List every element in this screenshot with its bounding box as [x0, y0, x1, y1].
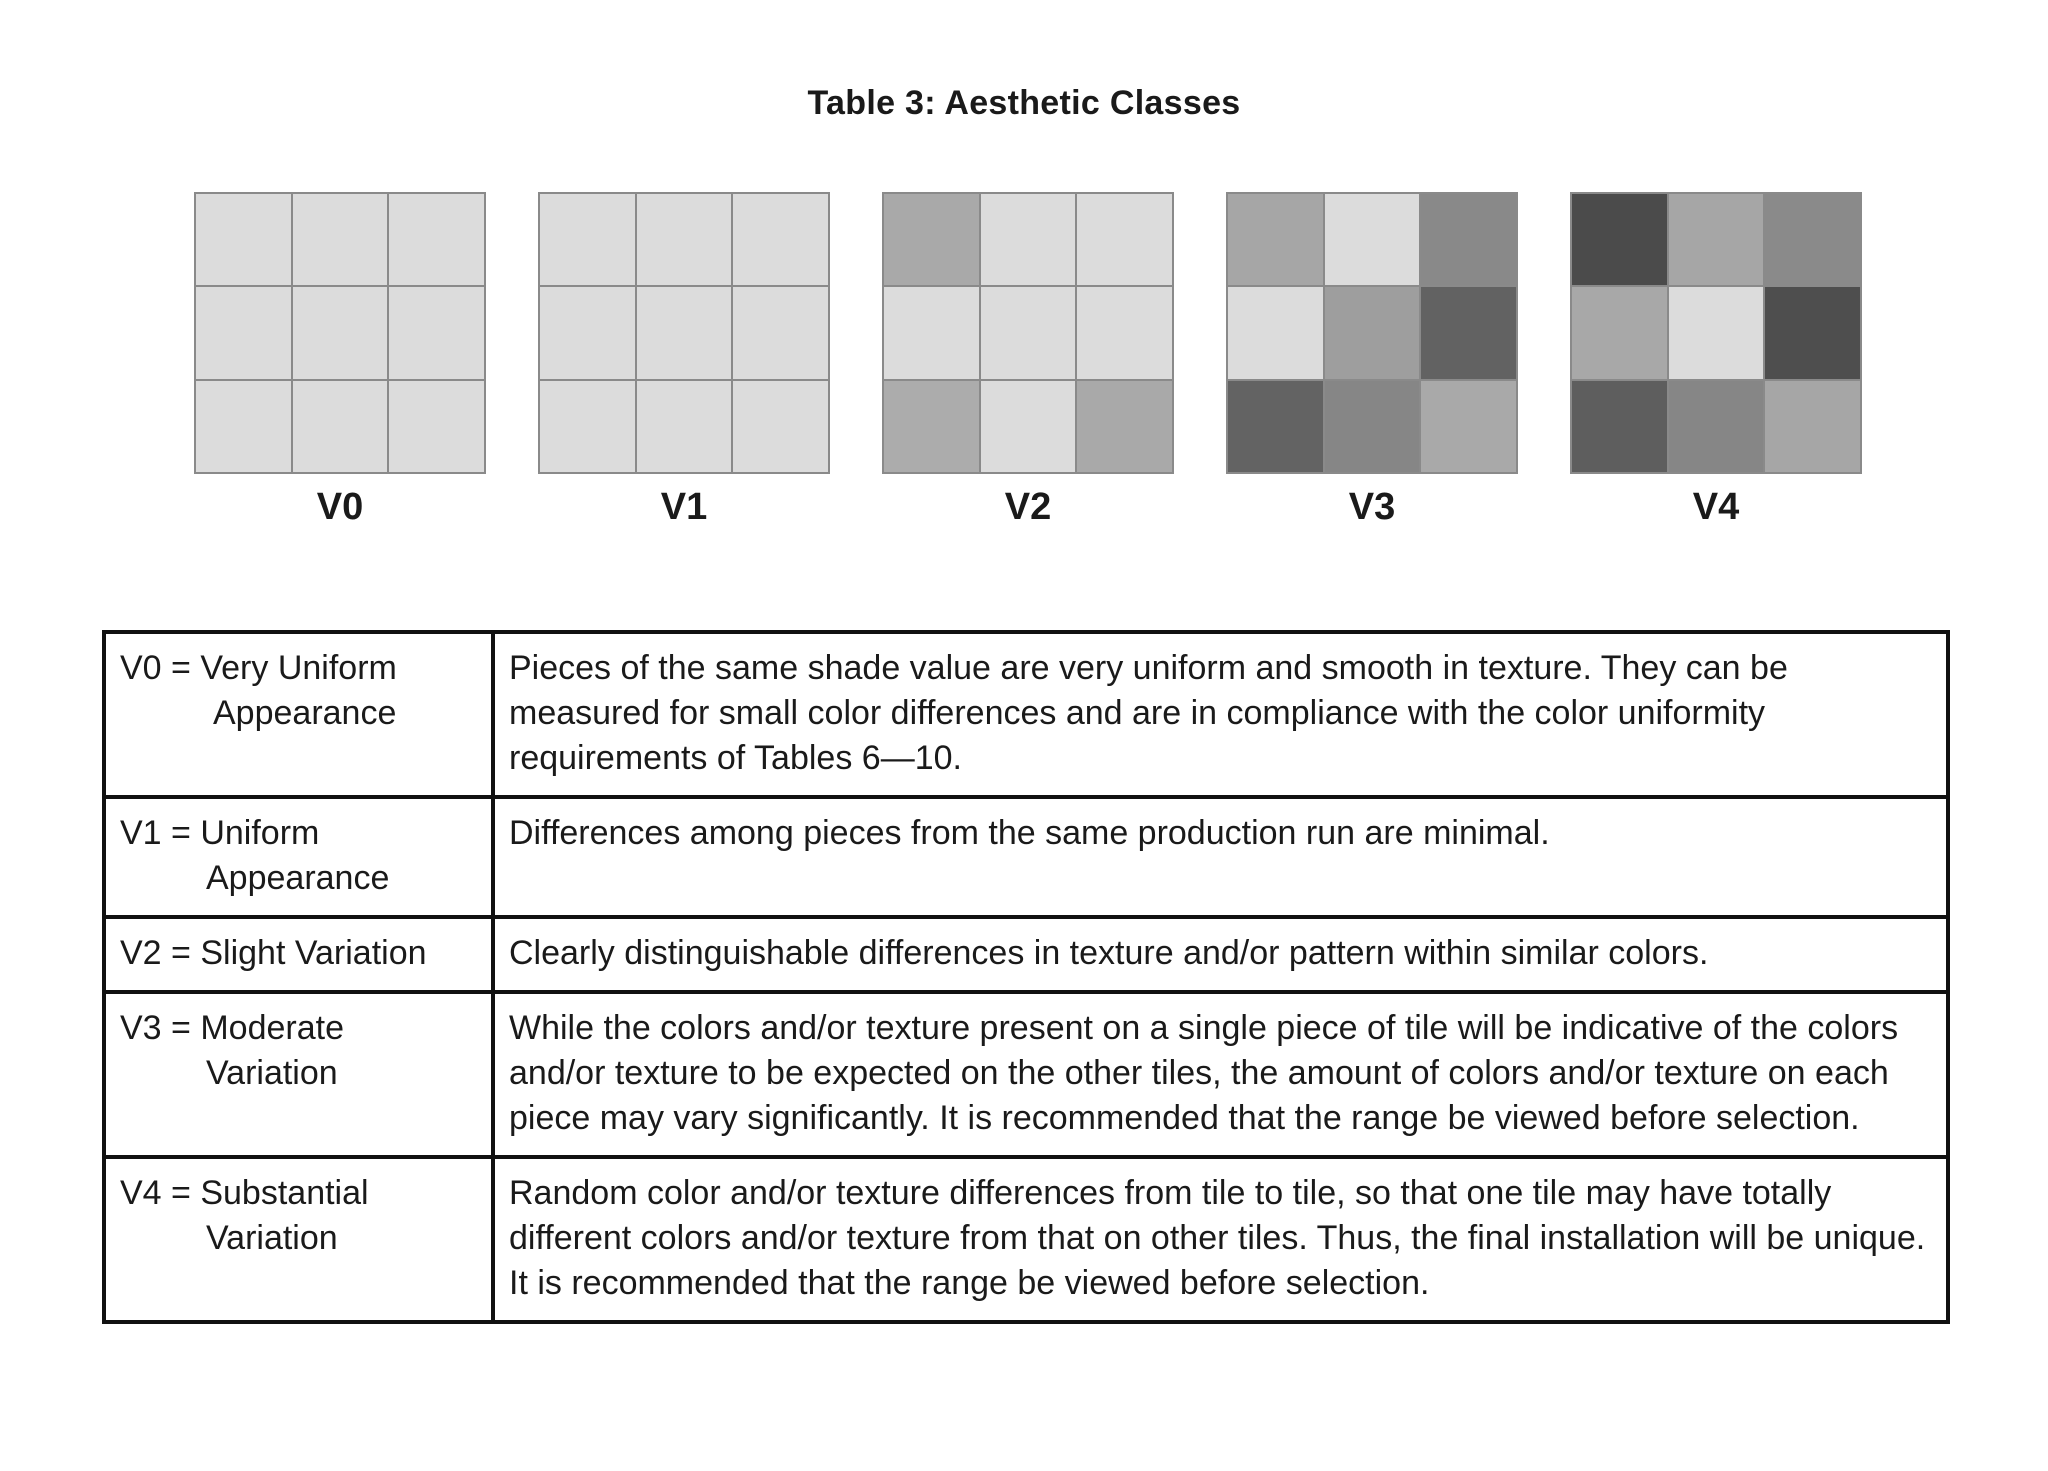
class-name-line1: Very Uniform: [200, 649, 397, 687]
swatch-tile: [293, 287, 388, 378]
swatch-tile: [1572, 194, 1667, 285]
class-name-line1: Slight Variation: [200, 934, 427, 972]
swatch-label: V0: [316, 486, 364, 528]
table-row: [104, 917, 1948, 992]
class-cell: [104, 917, 493, 992]
swatch-tile: [540, 381, 635, 472]
swatch-label: V4: [1692, 486, 1740, 528]
swatch-tile: [1421, 381, 1516, 472]
swatch-tile: [1765, 381, 1860, 472]
swatch-tile: [196, 287, 291, 378]
swatch-tile: [1421, 287, 1516, 378]
swatch-tile: [1228, 287, 1323, 378]
swatch-tile: [884, 194, 979, 285]
swatch-tile: [637, 287, 732, 378]
swatch-tile: [293, 194, 388, 285]
class-code: V4 =: [120, 1174, 191, 1212]
swatch-tile: [1077, 194, 1172, 285]
class-description: While the colors and/or texture present on a single piece of tile will be indicative of the colors and/or texture to be expected on the other tiles, the amount of colors and/or texture on each piece may vary significantly. It is recommended that the range be viewed before selection.: [493, 992, 1948, 1157]
swatch-tile: [733, 381, 828, 472]
swatch-tile: [1228, 194, 1323, 285]
swatch-tile: [540, 287, 635, 378]
swatch-v2: [882, 192, 1174, 530]
swatch-grid: [1226, 192, 1518, 474]
table-row: [104, 1157, 1948, 1322]
swatch-tile: [196, 194, 291, 285]
class-name-line2: Appearance: [213, 694, 397, 732]
class-cell: [104, 1157, 493, 1322]
class-cell: [104, 797, 493, 917]
swatch-tile: [733, 194, 828, 285]
class-name-line1: Uniform: [200, 814, 320, 852]
swatch-tile: [1572, 287, 1667, 378]
swatch-tile: [389, 287, 484, 378]
class-code: V2 =: [120, 934, 191, 972]
swatch-grid: [538, 192, 830, 474]
table-title: Table 3: Aesthetic Classes: [807, 84, 1241, 122]
swatch-tile: [1572, 381, 1667, 472]
swatch-tile: [1765, 194, 1860, 285]
class-cell: [104, 992, 493, 1157]
class-description: Clearly distinguishable differences in texture and/or pattern within similar colors.: [493, 917, 1948, 992]
swatch-label: V1: [660, 486, 708, 528]
swatch-tile: [1325, 287, 1420, 378]
class-name-line2: Appearance: [206, 859, 390, 897]
class-name-line2: Variation: [206, 1054, 338, 1092]
swatch-tile: [981, 381, 1076, 472]
class-description: Pieces of the same shade value are very uniform and smooth in texture. They can be measured for small color differences and are in compliance with the color uniformity requirements of Tables 6—10.: [493, 632, 1948, 797]
class-code: V0 =: [120, 649, 191, 687]
swatch-tile: [1669, 287, 1764, 378]
swatch-tile: [1421, 194, 1516, 285]
swatch-tile: [637, 194, 732, 285]
swatch-tile: [1325, 194, 1420, 285]
class-description: Random color and/or texture differences from tile to tile, so that one tile may have totally different colors and/or texture from that on other tiles. Thus, the final installation will be unique. It is recommended that the range be viewed before selection.: [493, 1157, 1948, 1322]
swatch-tile: [540, 194, 635, 285]
swatch-tile: [884, 381, 979, 472]
swatch-grid: [194, 192, 486, 474]
swatch-tile: [1077, 287, 1172, 378]
swatch-tile: [1228, 381, 1323, 472]
swatch-v0: [194, 192, 486, 530]
class-code: V3 =: [120, 1009, 191, 1047]
swatch-tile: [884, 287, 979, 378]
swatch-v4: [1570, 192, 1862, 530]
swatch-label: V2: [1004, 486, 1052, 528]
swatch-tile: [389, 194, 484, 285]
swatch-tile: [1669, 381, 1764, 472]
table-row: [104, 797, 1948, 917]
swatch-tile: [293, 381, 388, 472]
swatch-tile: [1325, 381, 1420, 472]
swatch-grid: [882, 192, 1174, 474]
table-row: [104, 992, 1948, 1157]
swatch-v3: [1226, 192, 1518, 530]
swatch-v1: [538, 192, 830, 530]
swatch-tile: [981, 194, 1076, 285]
class-name-line1: Moderate: [200, 1009, 344, 1047]
class-description: Differences among pieces from the same production run are minimal.: [493, 797, 1948, 917]
swatch-tile: [1669, 194, 1764, 285]
table-row: [104, 632, 1948, 797]
class-name-line2: Variation: [206, 1219, 338, 1257]
swatch-tile: [196, 381, 291, 472]
swatch-tile: [981, 287, 1076, 378]
swatch-tile: [637, 381, 732, 472]
aesthetic-classes-table: [102, 630, 1950, 1324]
swatch-tile: [1077, 381, 1172, 472]
swatch-grid: [1570, 192, 1862, 474]
swatch-tile: [733, 287, 828, 378]
class-code: V1 =: [120, 814, 191, 852]
swatch-label: V3: [1348, 486, 1396, 528]
swatch-tile: [389, 381, 484, 472]
class-name-line1: Substantial: [200, 1174, 369, 1212]
class-cell: [104, 632, 493, 797]
swatch-tile: [1765, 287, 1860, 378]
